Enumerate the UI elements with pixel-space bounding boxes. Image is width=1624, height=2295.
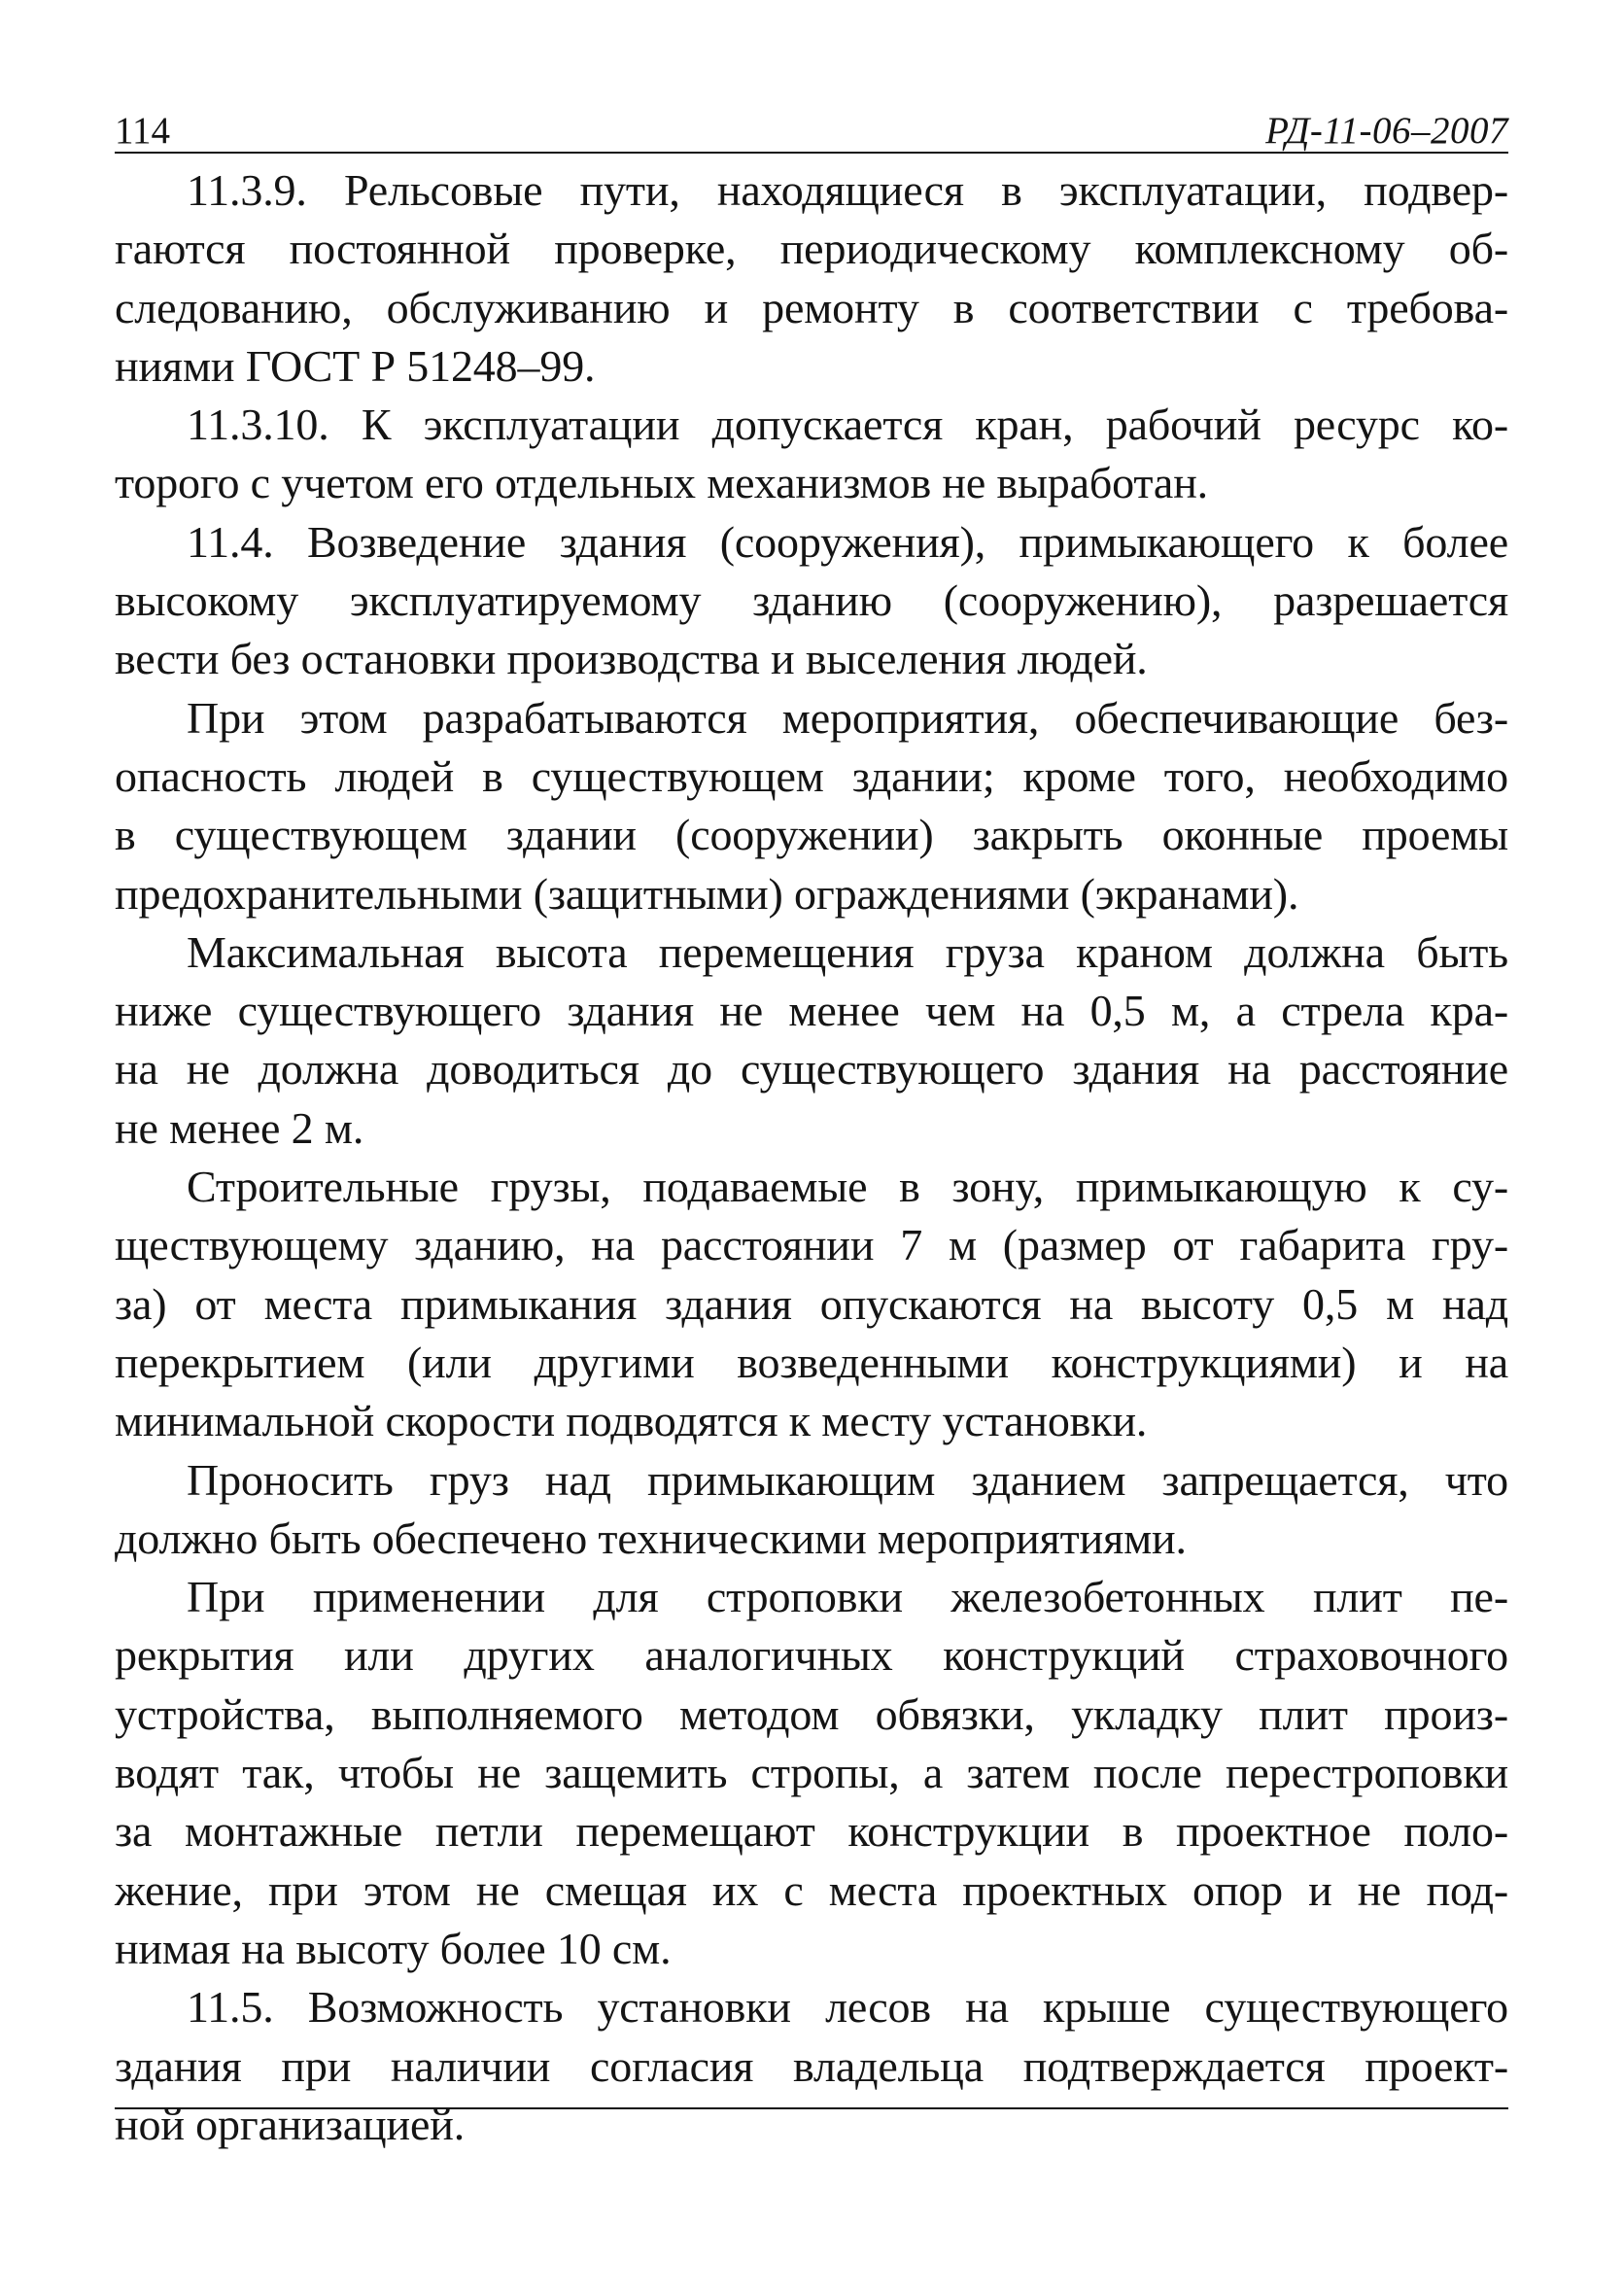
footer-rule [115,2107,1508,2109]
paragraph-11-4 [115,513,1508,689]
text-line: устройства, выполняемого методом обвязки, укладку плит произ- [115,1688,1508,1739]
text-line: за) от места примыкания здания опускаются на высоту 0,5 м над [115,1278,1508,1329]
paragraph-max-height [115,923,1508,1158]
text-line: торого с учетом его отдельных механизмов не выработан. [115,458,1209,508]
text-line: водят так, чтобы не защемить стропы, а затем после перестроповки [115,1748,1508,1798]
paragraph-prohibited [115,1451,1508,1569]
paragraph-measures [115,689,1508,923]
text-line: рекрытия или других аналогичных конструкций страховочного [115,1630,1508,1681]
text-line: ществующему зданию, на расстоянии 7 м (размер от габарита гру- [115,1220,1508,1270]
document-code: РД-11-06–2007 [1265,110,1508,152]
text-line: ниже существующего здания не менее чем на 0,5 м, а стрела кра- [115,986,1508,1036]
text-line: ниями ГОСТ Р 51248–99. [115,340,596,391]
text-line: жение, при этом не смещая их с места проектных опор и не под- [115,1864,1508,1915]
text-line: не менее 2 м. [115,1102,364,1153]
text-line: Строительные грузы, подаваемые в зону, примыкающую к су- [187,1162,1508,1212]
text-line: Максимальная высота перемещения груза краном должна быть [187,926,1508,977]
text-line: При этом разрабатываются мероприятия, обеспечивающие без- [187,692,1508,743]
text-line: минимальной скорости подводятся к месту установки. [115,1396,1148,1446]
text-line: на не должна доводиться до существующего здания на расстояние [115,1044,1508,1095]
text-line: 11.3.9. Рельсовые пути, находящиеся в эксплуатации, подвер- [187,165,1508,215]
text-line: здания при наличии согласия владельца подтверждается проект- [115,2040,1508,2091]
paragraph-loads [115,1158,1508,1450]
text-line: опасность людей в существующем здании; кроме того, необходимо [115,750,1508,801]
text-line: предохранительными (защитными) ограждениями (экранами). [115,868,1299,919]
page-header [115,103,1508,154]
text-line: ной организацией. [115,2099,466,2149]
document-body [115,161,1508,2154]
paragraph-11-5 [115,1978,1508,2154]
text-line: При применении для строповки железобетонных плит пе- [187,1572,1508,1622]
text-line: Проносить груз над примыкающим зданием запрещается, что [187,1454,1508,1505]
text-line: следованию, обслуживанию и ремонту в соответствии с требова- [115,282,1508,332]
document-page [115,103,1508,2154]
paragraph-11-3-10 [115,396,1508,513]
text-line: должно быть обеспечено техническими мероприятиями. [115,1513,1187,1563]
text-line: гаются постоянной проверке, периодическому комплексному об- [115,224,1508,274]
page-number: 114 [115,110,171,152]
text-line: 11.5. Возможность установки лесов на крыше существующего [187,1982,1508,2033]
paragraph-11-3-9 [115,161,1508,396]
text-line: за монтажные петли перемещают конструкции в проектное поло- [115,1806,1508,1857]
text-line: вести без остановки производства и выселения людей. [115,634,1148,684]
text-line: 11.3.10. К эксплуатации допускается кран, рабочий ресурс ко- [187,400,1508,450]
text-line: нимая на высоту более 10 см. [115,1923,672,1973]
text-line: перекрытием (или другими возведенными конструкциями) и на [115,1337,1508,1387]
text-line: 11.4. Возведение здания (сооружения), примыкающего к более [187,516,1508,567]
paragraph-slinging [115,1568,1508,1978]
text-line: высокому эксплуатируемому зданию (сооружению), разрешается [115,575,1508,626]
text-line: в существующем здании (сооружении) закрыть оконные проемы [115,810,1508,860]
